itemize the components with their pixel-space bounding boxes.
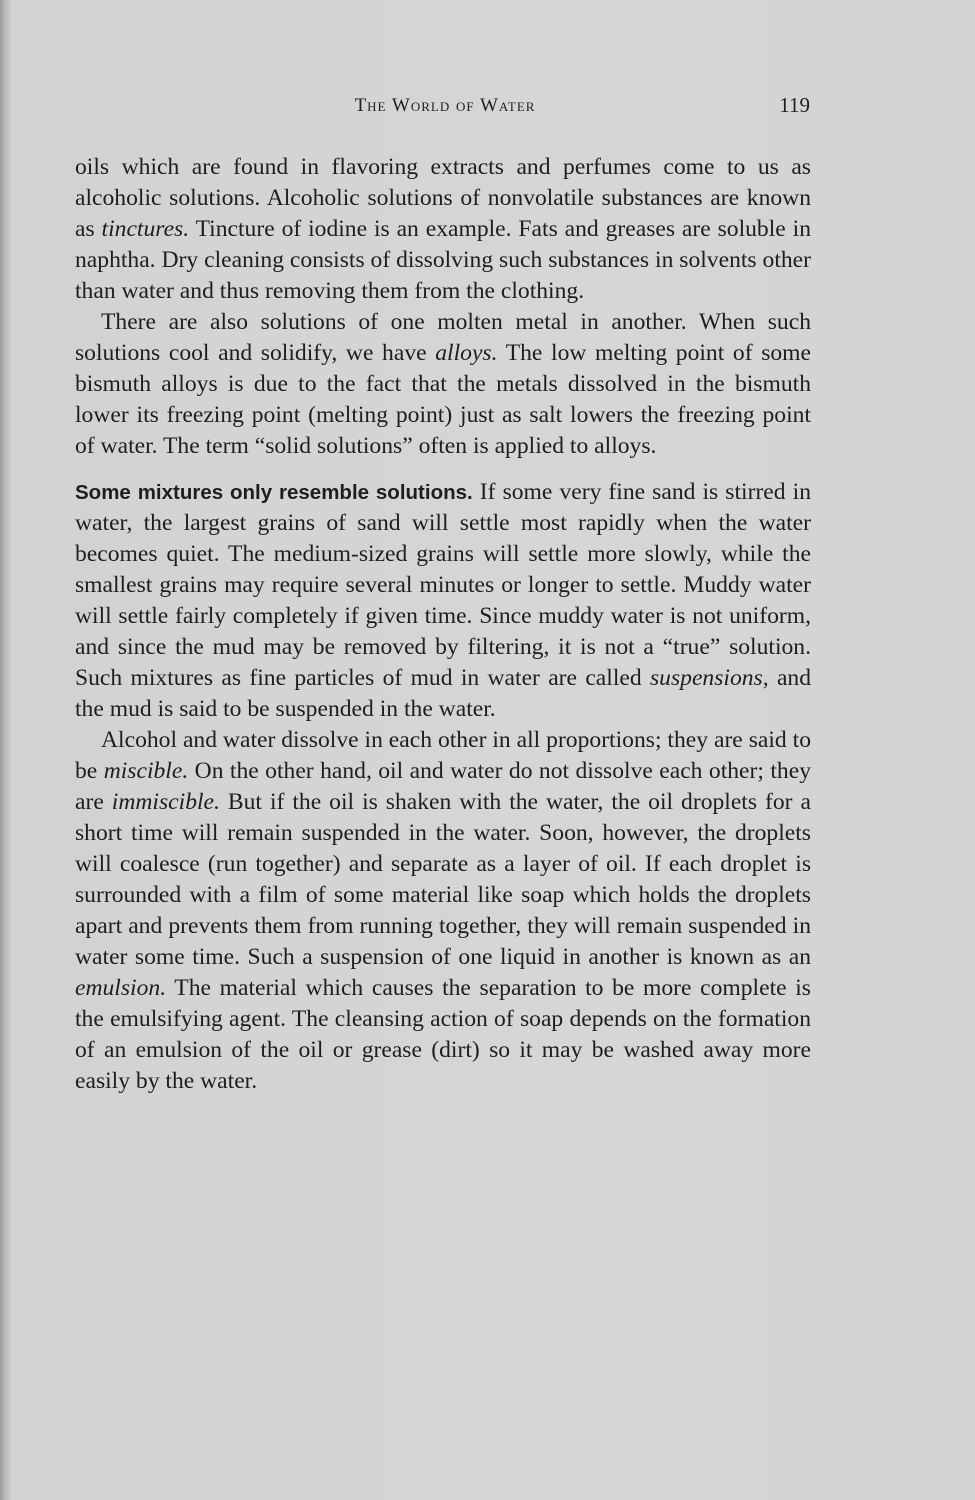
term-emulsion: emulsion. <box>75 975 167 1001</box>
section-heading: Some mixtures only resemble solutions. <box>75 481 473 504</box>
text-run: oils which are found in flavoring extracts and perfumes come to us as alcoholic solutions. Alcoholic solutions of nonvolatile substances are known as <box>75 154 811 242</box>
running-head: The World of Water <box>354 95 536 116</box>
text-run: The material which causes the separation to be more complete is the emulsifying agent. The cleansing action of soap depends on the formation of an emulsion of the oil or grease (dirt) so it may be washed away more easily by the water. <box>75 975 811 1094</box>
text-run: and the mud is said to be suspended in the water. <box>75 665 812 722</box>
text-run: But if the oil is shaken with the water, the oil droplets for a short time will remain suspended in the water. Soon, however, the droplets will coalesce (run together) and separate as a layer of oil. If each droplet is surrounded with a film of some material like soap which holds the droplets apart and prevents them from running together, they will remain suspended in water some time. Such a suspension of one liquid in another is known as an <box>75 789 811 970</box>
text-run: There are also solutions of one molten metal in another. When such solutions cool and solidify, we have <box>75 309 811 366</box>
paragraph-2 <box>75 307 811 462</box>
term-immiscible: immiscible. <box>111 789 220 815</box>
text-run: If some very fine sand is stirred in water, the largest grains of sand will settle most rapidly when the water becomes quiet. The medium-sized grains will settle more slowly, while the smallest grains may require several minutes or longer to settle. Muddy water will settle fairly completely if given time. Since muddy water is not uniform, and since the mud may be removed by filtering, it is not a “true” solution. Such mixtures as fine particles of mud in water are called <box>75 479 811 691</box>
page-number: 119 <box>779 93 810 117</box>
paragraph-4 <box>75 725 811 1097</box>
text-run: On the other hand, oil and water do not dissolve each other; they are <box>75 758 811 815</box>
term-miscible: miscible. <box>103 758 189 784</box>
body-text <box>75 152 811 1097</box>
term-tinctures: tinctures. <box>101 216 190 242</box>
text-run: The low melting point of some bismuth alloys is due to the fact that the metals dissolved in the bismuth lower its freezing point (melting point) just as salt lowers the freezing point of water. The term “solid solutions” often is applied to alloys. <box>75 340 811 459</box>
text-run: Alcohol and water dissolve in each other in all proportions; they are said to be <box>75 727 811 784</box>
term-suspensions: suspensions, <box>649 665 769 691</box>
text-run: Tincture of iodine is an example. Fats and greases are soluble in naphtha. Dry cleaning consists of dissolving such substances in solvents other than water and thus removing them from the clothing. <box>75 216 811 304</box>
term-alloys: alloys. <box>435 340 498 366</box>
paragraph-1 <box>75 152 811 307</box>
paragraph-3 <box>75 477 811 725</box>
